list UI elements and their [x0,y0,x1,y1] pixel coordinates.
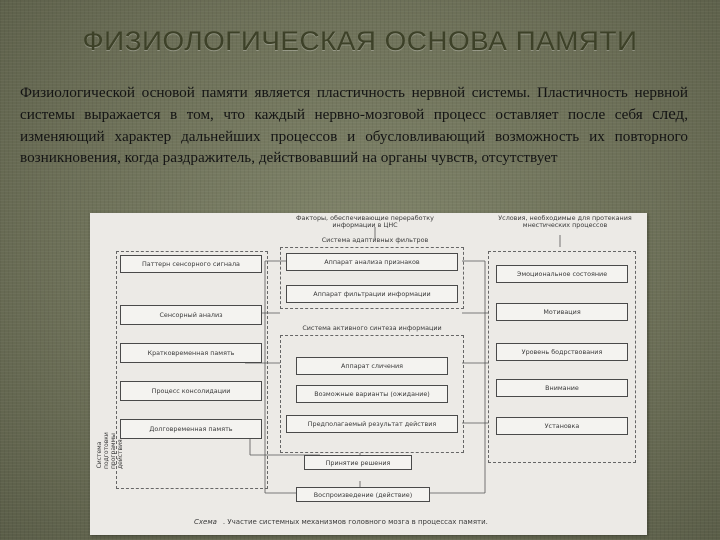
side-label: Система подготовки программы действия [96,432,124,469]
slide-title: ФИЗИОЛОГИЧЕСКАЯ ОСНОВА ПАМЯТИ [82,26,638,56]
right-box-motivation: Мотивация [496,303,628,321]
left-box-short-term-memory: Кратковременная память [120,343,262,363]
left-box-sensory-analysis: Сенсорный анализ [120,305,262,325]
paragraph-end: , изменяющий характер дальнейших процессов и обусловливающий возможность их повторного возникновения, когда раздражитель, действовавший на органы чувств, отсутствует [20,106,688,167]
center-synthesis-label: Система активного синтеза информации [302,324,442,332]
memory-scheme-diagram [90,213,647,535]
decision-box: Принятие решения [304,455,412,470]
scheme-caption [194,518,488,526]
left-box-long-term-memory: Долговременная память [120,419,262,439]
right-box-wakefulness: Уровень бодрствования [496,343,628,361]
right-box-attention: Внимание [496,379,628,397]
center-box-possible-variants: Возможные варианты (ожидание) [296,385,448,403]
center-box-expected-result: Предполагаемый результат действия [286,415,458,433]
right-box-emotional-state: Эмоциональное состояние [496,265,628,283]
caption-text: . Участие системных механизмов головного мозга в процессах памяти. [222,518,488,526]
center-box-filtering: Аппарат фильтрации информации [286,285,458,303]
factors-note: Факторы, обеспечивающие переработку информации в ЦНС [296,214,434,230]
left-box-consolidation: Процесс консолидации [120,381,262,401]
paragraph-start: Физиологической основой памяти является пластичность нервной системы. Пластичность нервной системы выражается в том, что каждый нервно-мозговой процесс оставляет после себя [20,84,688,124]
left-box-sensory-pattern: Паттерн сенсорного сигнала [120,255,262,273]
center-box-comparison: Аппарат сличения [296,357,448,375]
body-paragraph [20,82,688,169]
center-box-feature-analysis: Аппарат анализа признаков [286,253,458,271]
conditions-note: Условия, необходимые для протекания мнестических процессов [498,214,632,230]
center-header: Система адаптивных фильтров [321,236,429,244]
paragraph-keyword: след [652,104,685,124]
left-column-group [116,251,268,489]
execution-box: Воспроизведение (действие) [296,487,430,502]
caption-label: Схема [194,518,217,526]
right-box-set: Установка [496,417,628,435]
